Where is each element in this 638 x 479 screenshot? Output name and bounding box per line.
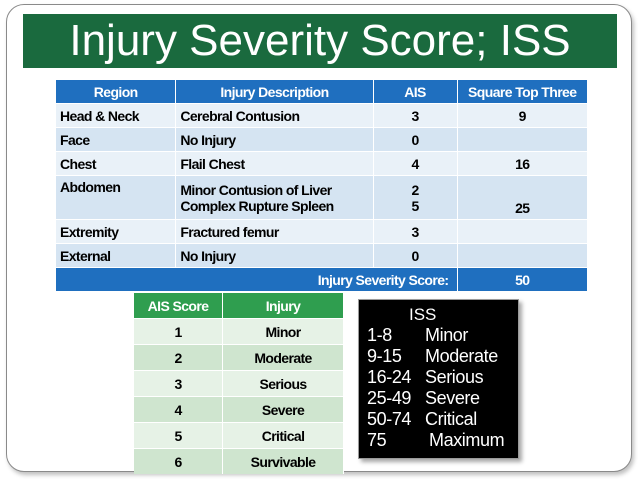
square-cell: 25	[457, 176, 588, 220]
iss-label: Serious	[425, 367, 484, 387]
square-cell	[457, 244, 588, 268]
description-cell: No Injury	[176, 244, 373, 268]
column-header-injury-description: Injury Description	[176, 80, 373, 104]
table-row	[134, 345, 344, 371]
table-row	[56, 152, 588, 176]
iss-legend-line	[367, 346, 498, 367]
region-cell: Extremity	[56, 220, 176, 244]
injury-cell: Serious	[223, 371, 344, 397]
table-row	[134, 371, 344, 397]
table-header-row	[56, 80, 588, 104]
ais-cell: 4	[373, 152, 457, 176]
ais-cell: 0	[373, 244, 457, 268]
iss-legend-box	[358, 299, 519, 459]
ais-value: 5	[411, 197, 419, 214]
iss-legend-line	[367, 409, 477, 430]
iss-range: 25-49	[367, 388, 412, 408]
description-cell: Fractured femur	[176, 220, 373, 244]
column-header-square-top-three: Square Top Three	[457, 80, 588, 104]
ais-cell: 3	[373, 104, 457, 128]
ais-cell	[373, 176, 457, 220]
description-line: Complex Rupture Spleen	[180, 197, 334, 214]
table-row	[56, 220, 588, 244]
table-row	[134, 319, 344, 345]
square-cell	[457, 220, 588, 244]
iss-range: 9-15	[367, 346, 402, 366]
injury-cell: Critical	[223, 423, 344, 449]
iss-legend-line	[367, 430, 504, 451]
iss-label: Critical	[425, 409, 477, 429]
ais-score-cell: 4	[134, 397, 223, 423]
ais-score-cell: 1	[134, 319, 223, 345]
table-header-row	[134, 293, 344, 319]
square-cell: 16	[457, 152, 588, 176]
injury-cell: Moderate	[223, 345, 344, 371]
iss-legend-line	[367, 325, 468, 346]
injury-cell: Severe	[223, 397, 344, 423]
table-row	[56, 104, 588, 128]
table-row	[134, 423, 344, 449]
table-row	[56, 128, 588, 152]
slide-title: Injury Severity Score; ISS	[23, 14, 617, 68]
iss-legend-line	[367, 367, 483, 388]
total-row	[56, 268, 588, 292]
table-row	[134, 449, 344, 475]
ais-score-cell: 2	[134, 345, 223, 371]
table-row	[56, 244, 588, 268]
ais-score-cell: 3	[134, 371, 223, 397]
region-cell: External	[56, 244, 176, 268]
iss-label: Maximum	[429, 430, 505, 450]
ais-score-table	[134, 293, 344, 474]
iss-label: Minor	[425, 325, 469, 345]
ais-cell: 0	[373, 128, 457, 152]
square-cell	[457, 128, 588, 152]
total-value: 50	[457, 268, 588, 292]
ais-score-cell: 5	[134, 423, 223, 449]
description-cell	[176, 176, 373, 220]
iss-label: Moderate	[425, 346, 498, 366]
column-header-ais: AIS	[373, 80, 457, 104]
injury-cell: Survivable	[223, 449, 344, 475]
description-cell: Cerebral Contusion	[176, 104, 373, 128]
description-line: Minor Contusion of Liver	[180, 181, 332, 198]
table-row	[134, 397, 344, 423]
region-cell: Abdomen	[56, 176, 176, 220]
iss-legend-title: ISS	[409, 305, 437, 324]
square-cell: 9	[457, 104, 588, 128]
table-row	[56, 176, 588, 220]
region-cell: Chest	[56, 152, 176, 176]
description-cell: No Injury	[176, 128, 373, 152]
region-cell: Face	[56, 128, 176, 152]
column-header-ais-score: AIS Score	[134, 293, 223, 319]
iss-label: Severe	[425, 388, 480, 408]
injury-cell: Minor	[223, 319, 344, 345]
iss-range: 1-8	[367, 325, 392, 345]
iss-legend-line	[367, 388, 480, 409]
column-header-region: Region	[56, 80, 176, 104]
region-cell: Head & Neck	[56, 104, 176, 128]
iss-range: 75	[367, 430, 387, 450]
injury-region-table	[56, 80, 588, 291]
iss-range: 16-24	[367, 367, 412, 387]
column-header-injury: Injury	[223, 293, 344, 319]
description-cell: Flail Chest	[176, 152, 373, 176]
ais-score-cell: 6	[134, 449, 223, 475]
total-label: Injury Severity Score:	[56, 268, 457, 292]
ais-value: 2	[411, 181, 419, 198]
iss-range: 50-74	[367, 409, 412, 429]
ais-cell: 3	[373, 220, 457, 244]
